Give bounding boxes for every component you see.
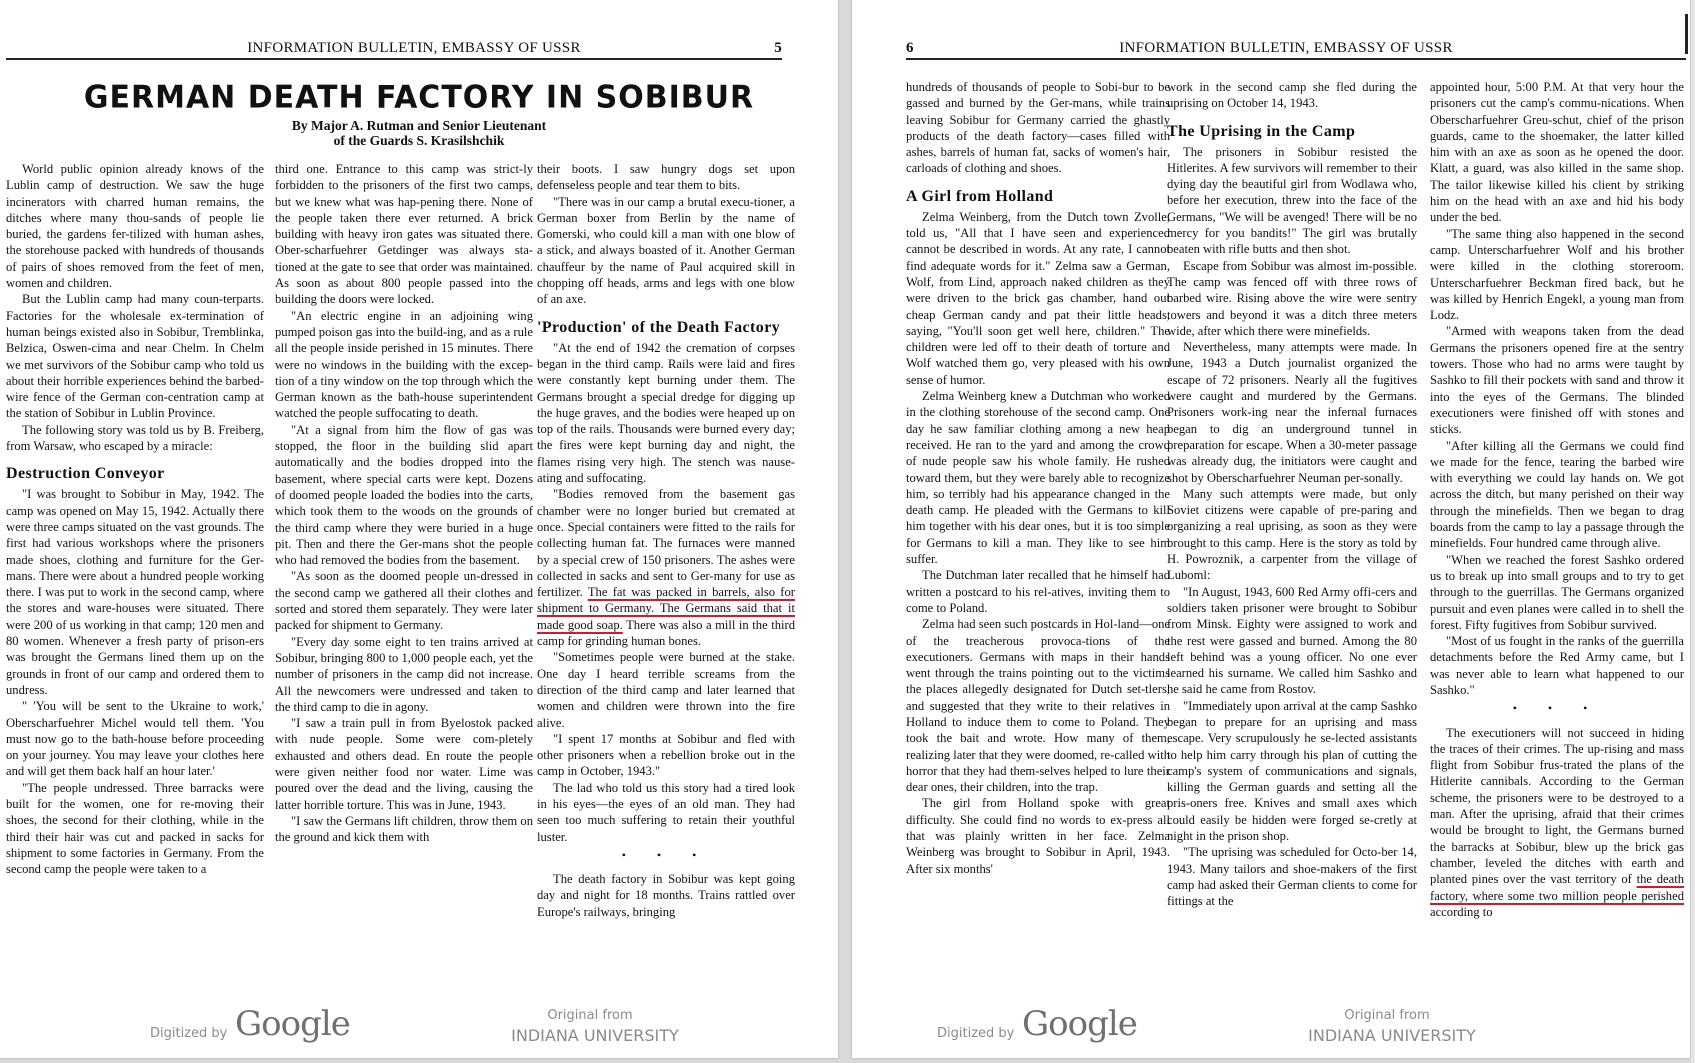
paragraph: appointed hour, 5:00 P.M. At that very hour the prisoners cut the camp's commu-nications. When Oberscharfuehrer Greu-schut, chief of the prison guards, came to the shoemaker, the latter killed him with an axe as soon as he opened the door. Klatt, a guard, was also killed in the same shop. The tailor likewise killed his client by striking him on the head with an axe and hid his body under the bed. — [1430, 80, 1684, 225]
watermark-original-from: Original from — [547, 1008, 633, 1023]
column-1 — [6, 161, 264, 877]
paragraph: Zelma Weinberg, from the Dutch town Zvolle, told us, "All that I have seen and experienced cannot be described in words. At any rate, I cannot find adequate words for it." Zelma saw a German, Wolf, from Lind, approach naked children as they were driven to the brick gas chamber, hand out cheap German candy and pat their little heads, saying, "You'll soon get well here, children." The children were led off to their death of torture and Wolf watched them go, very pleased with his own sense of humor. — [906, 209, 1170, 387]
running-head — [6, 40, 782, 60]
paragraph: "After killing all the Germans we could find we made for the fence, tearing the barbed wire with everything we could lay hands on. We got across the ditch, but many perished on their way through the minefields. Then we began to drag boards from the camp to lay a passage through the minefields. Four hundred came through alive. — [1430, 438, 1684, 551]
column-3 — [537, 161, 795, 920]
paragraph: " 'You will be sent to the Ukraine to work,' Oberscharfuehrer Michel would tell them. 'You must now go to the bath-house before proceeding on your journey. You may leave your clothes here and will get them back half an hour later.' — [6, 699, 264, 779]
paragraph: The lad who told us this story had a tired look in his eyes—the eyes of an old man. They had seen too much suffering to retain their youthful luster. — [537, 780, 795, 844]
paragraph: "The same thing also happened in the second camp. Unterscharfuehrer Wolf and his brother were killed in the clothing storeroom. Unterscharfuehrer Beckman fired back, but he was killed by Henrich Engekl, a young man from Lodz. — [1430, 226, 1684, 323]
watermark-university: INDIANA UNIVERSITY — [511, 1026, 679, 1045]
paragraph: "Most of us fought in the ranks of the guerrilla detachments before the Red Army came, but I was never able to learn what happened to our Sashko." — [1430, 634, 1684, 697]
paragraph: Escape from Sobibur was almost im-possible. The camp was fenced off with three rows of barbed wire. Rising above the wire were sentry towers and beyond it was a ditch three meters wide, after which there were minefields. — [1167, 258, 1417, 338]
paragraph: The prisoners in Sobibur resisted the Hitlerites. A few survivors will remember to their dying day the beautiful girl from Wodlawa who, before her execution, threw into the face of the Germans, "We will be avenged! There will be no mercy for you bandits!" The girl was brutally beaten with rifle butts and then shot. — [1167, 144, 1417, 257]
underlined-annotation: The fat was packed in barrels, also for shipment to Germany. The Germans said that it made good soap. — [537, 585, 795, 632]
paragraph: "The people undressed. Three barracks were built for the women, one for re-moving their shoes, the second for their clothing, while in the third their hair was cut and packed in sacks for shipment to some factories in Germany. From the second camp the people were taken to a — [6, 780, 264, 877]
google-logo: Google — [1022, 1004, 1137, 1044]
watermark-digitized-by: Digitized by — [937, 1026, 1015, 1041]
column-2 — [1167, 79, 1417, 910]
paragraph: "I spent 17 months at Sobibur and fled with other prisoners when a rebellion broke out in the camp in October, 1943." — [537, 731, 795, 779]
paragraph: "Every day some eight to ten trains arrived at Sobibur, bringing 800 to 1,000 people each, yet the number of prisoners in the camp did not increase. All the newcomers were undressed and taken to the third camp to die in agony. — [275, 634, 533, 714]
page-5 — [0, 0, 838, 1058]
section-heading: Destruction Conveyor — [6, 465, 165, 483]
paragraph: "At the end of 1942 the cremation of corpses began in the third camp. Rails were laid and fires were constantly kept burning under them. The Germans brought a special dredge for digging up the huge graves, and the bodies were heaped up on top of the rails. Thousands were burned every day; the fires were kept burning day and night, the flames rising very high. The stench was nause-ating and suffocating. — [537, 340, 795, 486]
paragraph: Nevertheless, many attempts were made. In June, 1943 a Dutch journalist organized the escape of 72 prisoners. Nearly all the fugitives were caught and murdered by the Germans. Prisoners work-ing near the infernal furnaces began to dig an underground tunnel in preparation for escape. When a 30-meter passage was already dug, the initiators were caught and shot by Oberscharfuehrer Neuman per-sonally. — [1167, 340, 1417, 485]
paragraph: third one. Entrance to this camp was strict-ly forbidden to the prisoners of the first two camps, but we knew what was hap-pening there. None of the people taken there ever returned. A brick building with heavy iron gates was situated there. Ober-scharfuehrer Getdinger was always sta-tioned at the gate to see that order was maintained. As soon as about 800 people passed into the building the doors were locked. — [275, 162, 533, 307]
paragraph: "An electric engine in an adjoining wing pumped poison gas into the build-ing, and as a rule all the people inside perished in 15 minutes. There were no windows in the building with the excep-tion of a tiny window on the top through which the German known as the bath-house superintendent watched the people suffocating to death. — [275, 308, 533, 421]
paragraph: The following story was told us by B. Freiberg, from Warsaw, who escaped by a miracle: — [6, 422, 264, 454]
paragraph: their boots. I saw hungry dogs set upon defenseless people and tear them to bits. — [537, 162, 795, 193]
paragraph: Zelma had seen such postcards in Hol-land—one of the treacherous provoca-tions of the executioners. Germans with maps in their hands went through the trains pointing out to the victims the places allegedly designated for Dutch set-tlers, and suggested that they write to their relatives in Holland to induce them to come to Poland. They took the bait and wrote. How many of them, realizing later that they were doomed, re-called with horror that they had them-selves helped to lure their dear ones, their children, into the trap. — [906, 617, 1170, 795]
column-3 — [1430, 79, 1684, 920]
paragraph-text: according to — [1430, 904, 1493, 919]
paragraph: work in the second camp she fled during the uprising on October 14, 1943. — [1167, 80, 1417, 111]
running-head — [906, 40, 1686, 60]
section-heading: A Girl from Holland — [906, 187, 1054, 205]
paragraph: Many such attempts were made, but only Soviet citizens were capable of pre-paring and organizing a real uprising, as soon as they were brought to this camp. Here is the story as told by H. Powroznik, a carpenter from the village of Luboml: — [1167, 486, 1417, 583]
paragraph: "In August, 1943, 600 Red Army offi-cers and soldiers taken prisoner were brought to Sobibur from Minsk. Eighty were assigned to work and the rest were gassed and burned. Among the 80 left behind was a young officer. No one ever learned his surname. We called him Sashko and he said he came from Rostov. — [1167, 584, 1417, 697]
viewer-scrollbar[interactable] — [1691, 0, 1695, 1063]
page-number: 6 — [906, 40, 914, 56]
paragraph: "I saw a train pull in from Byelostok packed with nude people. Some were com-pletely exhausted and others dead. En route the people were given neither food nor water. Lime was poured over the dead and the living, causing the latter horrible torture. This was in June, 1943. — [275, 716, 533, 812]
paragraph-text: "Bodies removed from the basement gas chamber were no longer buried but cremated at once. Special containers were fitted to the rails for collecting human fat. The furnaces were manned by a special crew of 150 prisoners. The ashes were collected in sacks and sent to Ger-many for use as fertilizer. — [537, 487, 795, 600]
byline — [0, 118, 838, 148]
watermark-university: INDIANA UNIVERSITY — [1308, 1026, 1476, 1045]
paragraph: "The uprising was scheduled for Octo-ber 14, 1943. Many tailors and shoe-makers of the first camp had asked their German clients to come for fittings at the — [1167, 845, 1417, 909]
watermark-original-from: Original from — [1344, 1008, 1430, 1023]
paragraph: "At a signal from him the flow of gas was stopped, the floor in the building slid apart automatically and the bodies dropped into the basement, where special carts were kept. Dozens of doomed people loaded the bodies into the carts, which took them to the woods on the grounds of the third camp where they were buried in a huge pit. Then and there the Ger-mans shot the people who had removed the bodies from the basement. — [275, 422, 533, 568]
paragraph — [1430, 725, 1684, 921]
google-logo: Google — [235, 1004, 350, 1044]
paragraph: hundreds of thousands of people to Sobi-bur to be gassed and burned by the Ger-mans, while trains leaving Sobibur for Germany carried the ghastly products of the death factory—cases filled with ashes, barrels of human fat, sacks of women's hair, carloads of clothing and shoes. — [906, 80, 1170, 176]
paragraph: The girl from Holland spoke with great difficulty. She could find no words to ex-press all that was plainly written in her face. Zelma Weinberg was brought to Sobibur in April, 1943. After six months' — [906, 796, 1170, 876]
paragraph: But the Lublin camp had many coun-terparts. Factories for the wholesale ex-termination of human beings existed also in Sobibur, Tremblinka, Belzica, Oswen-cima and near Chelm. In Chelm we met survivors of the Sobibur camp who told us about their horrible experiences behind the barbed-wire fence of the German con-centration camp at the station of Sobibur in Lublin Province. — [6, 292, 264, 421]
running-head-title: INFORMATION BULLETIN, EMBASSY OF USSR — [247, 40, 581, 56]
paragraph: "Immediately upon arrival at the camp Sashko began to prepare for an uprising and mass escape. Very scrupulously he se-lected assistants to help him carry through his plan of cutting the camp's system of communications and signals, killing the German guards and setting all the pris-oners free. Knives and small axes which could easily be hidden were forged se-cretly at night in the prison shop. — [1167, 698, 1417, 844]
section-divider-dots: • • • — [621, 847, 711, 862]
paragraph: "When we reached the forest Sashko ordered us to break up into small groups and to try to get through to the guerrillas. The Germans organized pursuit and even planes were called in to shell the forest. Fifty fugitives from Sobibur survived. — [1430, 552, 1684, 632]
paragraph: The Dutchman later recalled that he himself had written a postcard to his rel-atives, inviting them to come to Poland. — [906, 568, 1170, 615]
byline-line-1: By Major A. Rutman and Senior Lieutenant — [291, 118, 547, 133]
paragraph: World public opinion already knows of the Lublin camp of destruction. We saw the huge incinerators with charred human remains, the ditches where many thou-sands of people lie buried, the gardens fer-tilized with human ashes, the storehouse packed with hundreds of thousands of pairs of shoes removed from the feet of men, women and children. — [6, 162, 264, 291]
paragraph: "Sometimes people were burned at the stake. One day I heard terrible screams from the direction of the third camp and later learned that women and children were thrown into the fire alive. — [537, 650, 795, 730]
paragraph: "I saw the Germans lift children, throw them on the ground and kick them with — [275, 813, 533, 845]
paragraph — [537, 486, 795, 649]
section-heading: The Uprising in the Camp — [1167, 122, 1356, 140]
section-heading: 'Production' of the Death Factory — [537, 318, 781, 336]
paragraph: Zelma Weinberg knew a Dutchman who worked in the clothing storehouse of the second camp. One day he saw familiar clothing among a new heap received. He ran to the yard and among the crowd of nude people saw his whole family. He rushed toward them, but they were barely able to recognize him, so terribly had his appearance changed in the death camp. He pleaded with the Germans to kill him together with his dear ones, but it is too simple for Germans to kill a man. They like to see him suffer. — [906, 389, 1170, 567]
paragraph-text: The executioners will not succeed in hiding the traces of their crimes. The up-rising and mass flight from Sobibur frus-trated the plans of the Hitlerite cannibals. According to the German scheme, the prisoners were to be destroyed to a man. After the uprising, afraid that their crimes would be brought to light, the Germans burned the barracks at Sobibur, blew up the brick gas chamber, leveled the ditches with earth and planted pines over the vast territory of — [1430, 725, 1684, 887]
section-divider-dots: • • • — [1512, 701, 1602, 716]
paragraph: The death factory in Sobibur was kept going day and night for 18 months. Trains rattled over Europe's railways, bringing — [537, 872, 795, 919]
page-number: 5 — [774, 40, 782, 56]
paragraph: "I was brought to Sobibur in May, 1942. The camp was opened on May 15, 1942. Actually there were three camps situated on the vast grounds. The first had various workshops where the prisoners made shoes, clothing and furniture for the Ger-mans. There were about a hundred people working there. I was put to work in the second camp, where the stores and ware-houses were situated. There were 200 of us working in that camp; 120 men and 80 women. Whenever a fresh party of prison-ers was brought the Germans lined them up on the grounds in front of our camp and ordered them to undress. — [6, 487, 264, 697]
column-2 — [275, 161, 533, 845]
paragraph: "As soon as the doomed people un-dressed in the second camp we gathered all their clothes and sorted and stored them separately. They were later packed for shipment to Germany. — [275, 569, 533, 633]
column-1 — [906, 79, 1170, 877]
watermark-digitized-by: Digitized by — [150, 1026, 228, 1041]
running-head-title: INFORMATION BULLETIN, EMBASSY OF USSR — [1119, 40, 1453, 56]
paragraph: "Armed with weapons taken from the dead Germans the prisoners opened fire at the sentry towers. Those who had no arms were taught by Sashko to fill their pockets with sand and throw it into the eyes of the Germans. The blinded executioners were finished off with stones and sticks. — [1430, 324, 1684, 437]
paragraph-text: There was also a mill in the third camp for grinding human bones. — [537, 617, 795, 649]
page-6 — [852, 0, 1690, 1058]
article-title: GERMAN DEATH FACTORY IN SOBIBUR — [83, 79, 755, 116]
underlined-annotation: the death factory, where some two million people perished — [1430, 872, 1684, 903]
paragraph: "There was in our camp a brutal execu-tioner, a German boxer from Berlin by the name of Gomerski, who could kill a man with one blow of a stick, and always boasted of it. Another German chauffeur by the name of Paul acquired skill in chopping off heads, arms and legs with one blow of an axe. — [537, 194, 795, 307]
byline-line-2: of the Guards S. Krasilshchik — [333, 133, 505, 148]
